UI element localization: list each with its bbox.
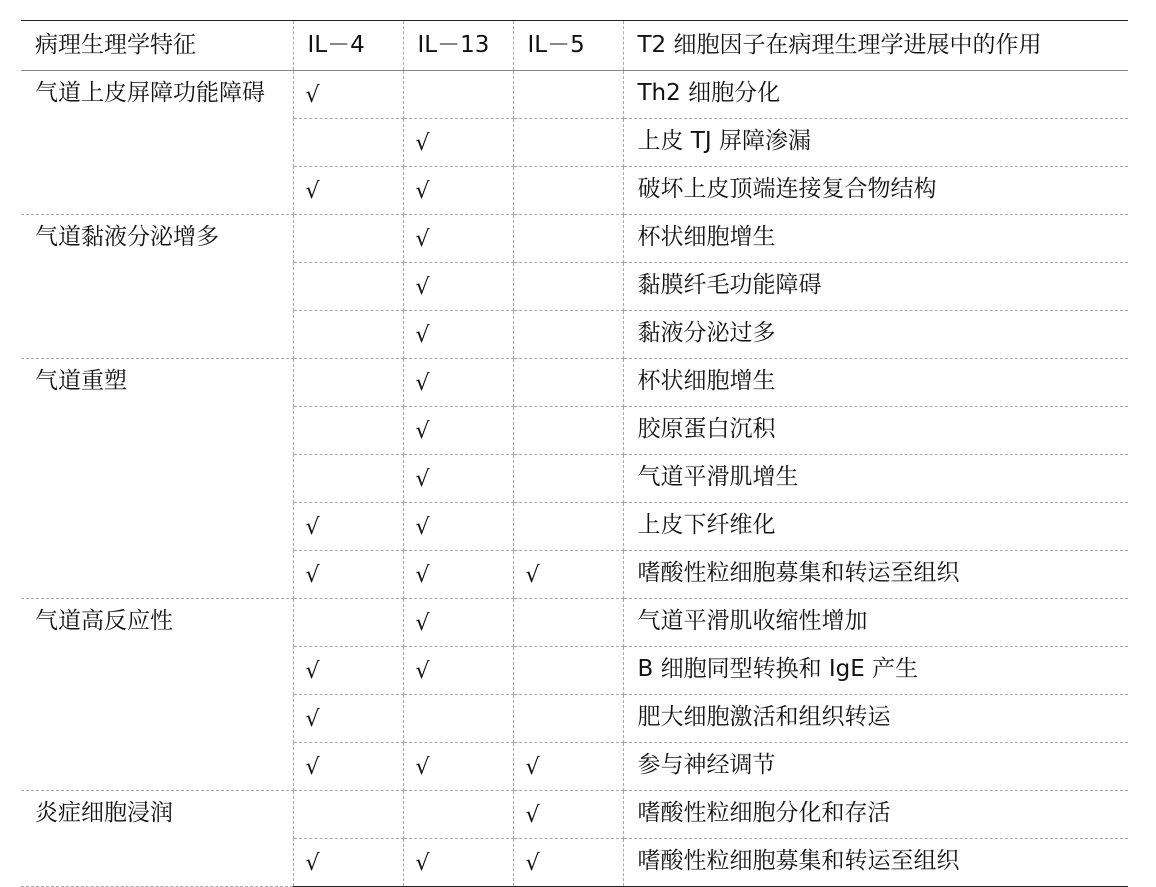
il4-check-cell [293,791,403,839]
header-role: T2 细胞因子在病理生理学进展中的作用 [623,21,1128,71]
il13-check-cell: √ [403,311,513,359]
il13-check-cell [403,695,513,743]
feature-cell: 气道重塑 [21,359,293,599]
role-cell: Th2 细胞分化 [623,71,1128,119]
il13-check-cell: √ [403,647,513,695]
role-cell: 破坏上皮顶端连接复合物结构 [623,167,1128,215]
il13-check-cell: √ [403,215,513,263]
il4-check-cell: √ [293,551,403,599]
il13-check-cell: √ [403,839,513,887]
il5-check-cell [513,263,623,311]
role-cell: 气道平滑肌增生 [623,455,1128,503]
header-feature: 病理生理学特征 [21,21,293,71]
il4-check-cell [293,263,403,311]
il4-check-cell [293,359,403,407]
il5-check-cell [513,167,623,215]
il4-check-cell: √ [293,839,403,887]
role-cell: 嗜酸性粒细胞分化和存活 [623,791,1128,839]
il4-check-cell: √ [293,503,403,551]
role-cell: 上皮 TJ 屏障渗漏 [623,119,1128,167]
role-cell: B 细胞同型转换和 IgE 产生 [623,647,1128,695]
il13-check-cell [403,791,513,839]
role-cell: 黏液分泌过多 [623,311,1128,359]
il13-check-cell: √ [403,551,513,599]
table-row [21,599,1128,647]
il13-check-cell [403,71,513,119]
il13-check-cell: √ [403,407,513,455]
il5-check-cell [513,695,623,743]
il13-check-cell: √ [403,263,513,311]
feature-cell: 气道上皮屏障功能障碍 [21,71,293,215]
il5-check-cell [513,599,623,647]
table-row [21,359,1128,407]
feature-cell: 炎症细胞浸润 [21,791,293,887]
il4-check-cell [293,311,403,359]
role-cell: 肥大细胞激活和组织转运 [623,695,1128,743]
il13-check-cell: √ [403,503,513,551]
role-cell: 参与神经调节 [623,743,1128,791]
il13-check-cell: √ [403,743,513,791]
il13-check-cell: √ [403,455,513,503]
table-row [21,71,1128,119]
il4-check-cell [293,455,403,503]
il5-check-cell: √ [513,839,623,887]
il13-check-cell: √ [403,167,513,215]
il4-check-cell: √ [293,167,403,215]
il4-check-cell [293,599,403,647]
il5-check-cell: √ [513,551,623,599]
role-cell: 气道平滑肌收缩性增加 [623,599,1128,647]
header-il13: IL－13 [403,21,513,71]
il4-check-cell [293,119,403,167]
il5-check-cell [513,407,623,455]
il13-check-cell: √ [403,359,513,407]
role-cell: 黏膜纤毛功能障碍 [623,263,1128,311]
il5-check-cell [513,119,623,167]
il13-check-cell: √ [403,599,513,647]
il4-check-cell: √ [293,71,403,119]
cytokine-table [21,20,1128,887]
il13-check-cell: √ [403,119,513,167]
role-cell: 嗜酸性粒细胞募集和转运至组织 [623,551,1128,599]
header-il4: IL－4 [293,21,403,71]
role-cell: 杯状细胞增生 [623,359,1128,407]
il4-check-cell: √ [293,695,403,743]
il4-check-cell: √ [293,743,403,791]
role-cell: 杯状细胞增生 [623,215,1128,263]
il5-check-cell [513,71,623,119]
il5-check-cell [513,455,623,503]
feature-cell: 气道黏液分泌增多 [21,215,293,359]
il4-check-cell: √ [293,647,403,695]
il4-check-cell [293,215,403,263]
header-row [21,21,1128,71]
table-body [21,21,1128,887]
feature-cell: 气道高反应性 [21,599,293,791]
il5-check-cell [513,215,623,263]
table-row [21,791,1128,839]
il5-check-cell [513,503,623,551]
role-cell: 嗜酸性粒细胞募集和转运至组织 [623,839,1128,887]
role-cell: 上皮下纤维化 [623,503,1128,551]
il5-check-cell: √ [513,743,623,791]
role-cell: 胶原蛋白沉积 [623,407,1128,455]
il5-check-cell [513,647,623,695]
table-row [21,215,1128,263]
il5-check-cell: √ [513,791,623,839]
header-il5: IL－5 [513,21,623,71]
il5-check-cell [513,311,623,359]
il4-check-cell [293,407,403,455]
il5-check-cell [513,359,623,407]
